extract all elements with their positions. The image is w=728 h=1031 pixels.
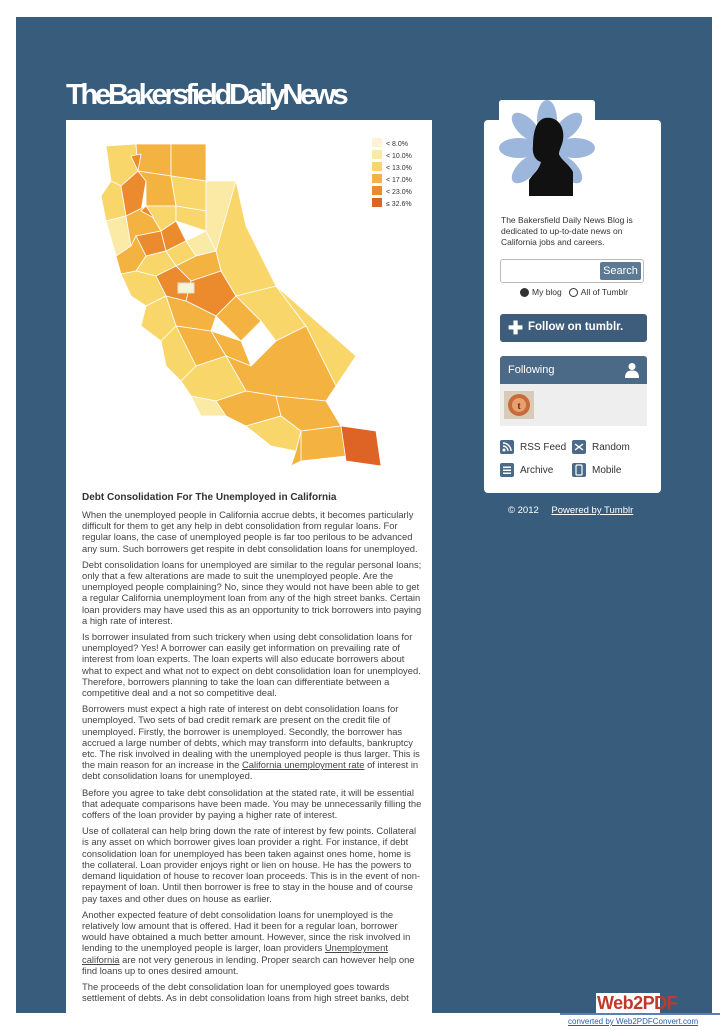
shuffle-icon	[572, 440, 586, 454]
web2pdf-logo: Web2PDF	[597, 993, 678, 1013]
archive-link[interactable]	[500, 463, 553, 477]
random-label: Random	[592, 441, 630, 453]
rss-icon	[500, 440, 514, 454]
california-unemployment-map	[76, 126, 426, 486]
follow-on-tumblr-button[interactable]	[500, 314, 647, 342]
copyright: © 2012	[508, 505, 539, 516]
watermark-divider	[560, 1013, 720, 1015]
following-header	[500, 356, 647, 384]
legend-label: < 17.0%	[386, 177, 412, 184]
radio-all-tumblr-label: All of Tumblr	[580, 287, 629, 297]
post-body	[82, 509, 424, 1008]
map-legend	[372, 138, 412, 208]
mobile-label: Mobile	[592, 464, 622, 476]
legend-label: < 8.0%	[386, 141, 408, 148]
post-title[interactable]: Debt Consolidation For The Unemployed in California	[82, 492, 337, 503]
follow-label: Follow on tumblr.	[528, 321, 624, 333]
followed-blog-avatar[interactable]	[504, 391, 534, 419]
paragraph-text: Another expected feature of debt consolidation loans for unemployed is the relatively low amount that is offered. Had it been for a regular loan, borrower would have obtained a much better amount. However, since the risk involved in lending to the unemployed people is larger, loan providers	[82, 908, 411, 954]
radio-all-tumblr[interactable]	[569, 288, 578, 297]
rss-feed-label: RSS Feed	[520, 441, 567, 453]
paragraph	[82, 703, 424, 781]
blog-description: The Bakersfield Daily News Blog is dedicated to up-to-date news on California jobs and careers.	[501, 215, 633, 247]
paragraph	[82, 909, 424, 976]
search-button[interactable]: Search	[600, 262, 641, 280]
legend-label: < 23.0%	[386, 189, 412, 196]
rss-feed-link[interactable]	[500, 440, 566, 454]
california-unemployment-rate-link[interactable]: California unemployment rate	[242, 759, 365, 771]
random-link[interactable]	[572, 440, 630, 454]
radio-my-blog[interactable]	[520, 288, 529, 297]
archive-icon	[500, 463, 514, 477]
web2pdf-link[interactable]: converted by Web2PDFConvert.com	[568, 1017, 699, 1026]
plus-icon: ✚	[508, 318, 524, 338]
radio-my-blog-label: My blog	[532, 287, 562, 297]
legend-label: ≤ 32.6%	[386, 201, 412, 208]
paragraph-text: Borrowers must expect a high rate of interest on debt consolidation loans for unemployed. Two sets of bad credit remark are present on the credit file of unemployed. Firstly, the borrower is unemployed. Secondly, the borrower has accrued a large number of debts, which may transform into defaults, bankruptcy etc. The risk involved in dealing with the unemployed people is thus larger. This is the main reason for an increase in the	[82, 703, 420, 771]
legend-label: < 10.0%	[386, 153, 412, 160]
mobile-icon	[572, 463, 586, 477]
mobile-link[interactable]	[572, 463, 621, 477]
svg-text:t: t	[517, 401, 521, 412]
powered-by-tumblr-link[interactable]: Powered by Tumblr	[551, 505, 634, 516]
archive-label: Archive	[520, 464, 554, 476]
paragraph: Debt consolidation loans for unemployed are similar to the regular personal loans; only that a few alterations are made to suit the unemployed people. Are the unemployed people complaining? No, since they would not have been able to get a regular California unemployment loan from any of the high street banks. Certain loan providers may have used this as an opportunity to trick borrowers into paying a high rate of interest.	[82, 558, 422, 626]
footer	[508, 505, 633, 516]
legend-label: < 13.0%	[386, 165, 412, 172]
search-scope	[520, 287, 628, 297]
paragraph: Use of collateral can help bring down the rate of interest by few points. Collateral is any asset on which borrower gives loan provider a right. For instance, if debt consolidation loan for unemployed has been taken against ones home, home is the collateral. Loan provider enjoys right or lien on house. He has the powers to demand liquidation of house to recover loan proceeds. This is in the event of non-repayment of loan. Until then borrower is free to stay in the house and of course pay taxes and other dues on house as earlier.	[82, 825, 421, 904]
paragraph-text: of interest in debt consolidation loans for unemployed.	[82, 759, 419, 782]
person-icon	[625, 362, 639, 378]
unemployment-california-link[interactable]: Unemployment california	[82, 942, 388, 965]
avatar[interactable]	[499, 100, 595, 196]
post-card	[66, 120, 432, 1013]
paragraph: Is borrower insulated from such trickery when using debt consolidation loans for unemployed? Yes! A borrower can easily get information on prevailing rate of interest from loan experts. The loan experts will also educate borrowers about what to expect and what not to expect on debt consolidation loan for unemployed. Therefore, borrowers planning to take the loan can differentiate between a competitive deal and a not so competitive deal.	[82, 631, 421, 699]
paragraph: Before you agree to take debt consolidation at the stated rate, it will be essential that adequate comparisons have been made. You may be unnecessarily filling the coffers of the loan provider by paying a higher rate of interest.	[82, 786, 422, 821]
following-label: Following	[508, 364, 555, 376]
paragraph: When the unemployed people in California accrue debts, it becomes particularly difficult for them to get any help in debt consolidation from regular loans. For regular loans, the case of unemployed people is far too perilous to be advanced any sum. Such borrowers get respite in debt consolidation loans for unemployed.	[82, 509, 418, 554]
paragraph-text: are not very generous in lending. Proper search can however help one find loans up to ones desired amount.	[82, 953, 415, 976]
paragraph: The proceeds of the debt consolidation loan for unemployed goes towards settlement of debts. As in debt consolidation loans from high street banks, debt	[82, 980, 409, 1004]
blog-title[interactable]: TheBakersfieldDailyNews	[66, 79, 346, 111]
